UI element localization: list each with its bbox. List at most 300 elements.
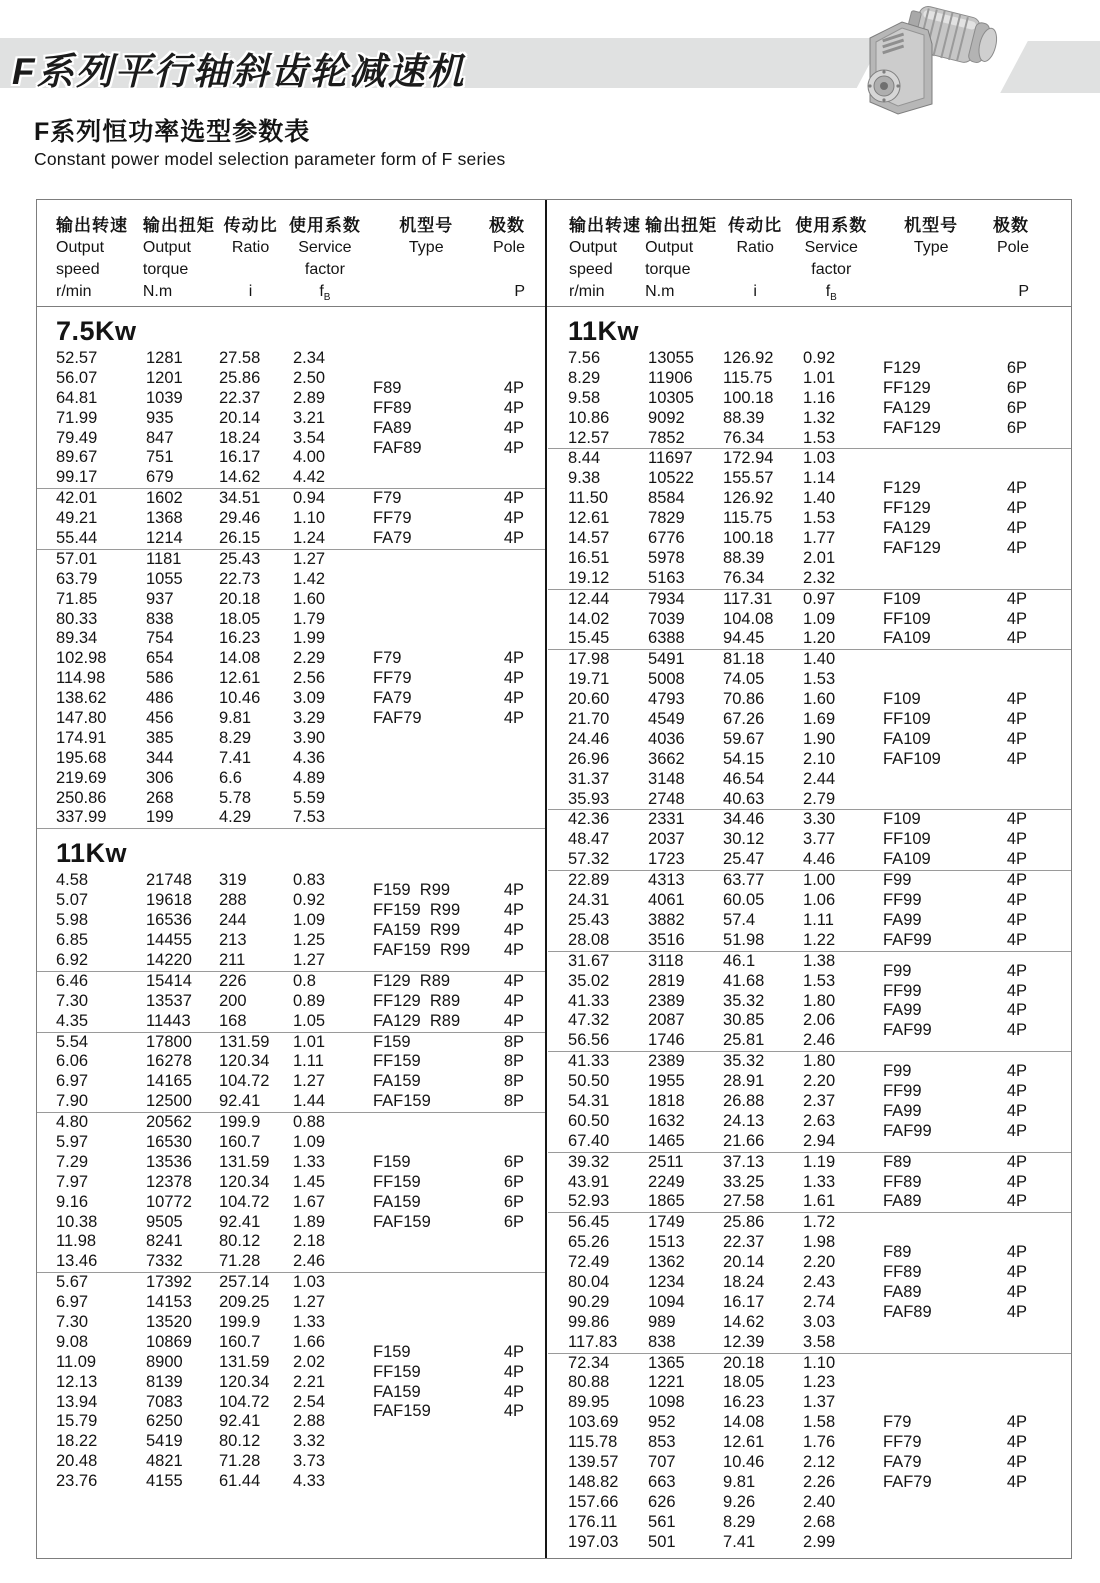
pole-cell: 4P	[1006, 629, 1027, 648]
factor-cell: 2.12	[803, 1452, 836, 1471]
ratio-cell: 8.29	[723, 1512, 756, 1531]
speed-cell: 48.47	[568, 830, 610, 849]
ratio-cell: 27.58	[723, 1192, 765, 1211]
type-row	[373, 489, 524, 509]
factor-cell: 2.68	[803, 1512, 836, 1531]
factor-cell: 3.58	[803, 1332, 836, 1351]
ratio-cell: 10.46	[723, 1452, 765, 1471]
speed-cell: 7.97	[56, 1172, 89, 1191]
torque-cell: 7039	[648, 609, 685, 628]
factor-cell: 1.66	[293, 1332, 326, 1351]
torque-cell: 1098	[648, 1393, 685, 1412]
type-row	[883, 730, 1027, 750]
speed-cell: 7.30	[56, 991, 89, 1010]
factor-cell: 4.00	[293, 448, 326, 467]
ratio-cell: 28.91	[723, 1072, 765, 1091]
table-header-left	[37, 200, 547, 306]
page-title: F系列恒功率选型参数表	[34, 118, 311, 146]
type-row	[373, 1012, 524, 1032]
pole-cell: 4P	[503, 1402, 525, 1421]
type-row	[883, 419, 1027, 439]
factor-cell: 3.03	[803, 1312, 836, 1331]
factor-cell: 1.60	[293, 589, 326, 608]
speed-cell: 57.01	[56, 549, 98, 568]
torque-cell: 1281	[146, 349, 183, 367]
ratio-group	[548, 1213, 1071, 1353]
factor-cell: 5.59	[293, 788, 326, 807]
ratio-cell: 10.46	[219, 689, 261, 708]
ratio-cell: 16.17	[723, 1292, 765, 1311]
type-cell: F129	[883, 479, 921, 498]
factor-cell: 3.90	[293, 728, 326, 747]
ratio-group	[37, 1033, 546, 1114]
ratio-cell: 8.29	[219, 728, 252, 747]
torque-cell: 9092	[648, 408, 685, 427]
torque-cell: 1055	[146, 569, 183, 588]
torque-cell: 268	[146, 788, 174, 807]
ratio-cell: 92.41	[219, 1092, 261, 1111]
torque-cell: 1181	[146, 549, 182, 568]
speed-cell: 15.45	[568, 629, 610, 648]
factor-cell: 1.38	[803, 951, 836, 970]
type-row	[883, 590, 1027, 610]
speed-cell: 18.22	[56, 1432, 98, 1451]
torque-cell: 14165	[146, 1072, 192, 1091]
torque-cell: 306	[146, 768, 174, 787]
type-cell: F79	[883, 1413, 912, 1432]
type-cell: FF99	[883, 891, 922, 910]
torque-cell: 1818	[648, 1091, 685, 1110]
torque-cell: 15414	[146, 971, 192, 990]
type-row	[373, 529, 524, 549]
type-cell: F99	[883, 871, 912, 890]
torque-cell: 14220	[146, 950, 192, 969]
pole-cell: 4P	[503, 418, 525, 437]
ratio-cell: 25.86	[723, 1213, 765, 1232]
type-row	[883, 1021, 1027, 1041]
factor-cell: 2.50	[293, 368, 326, 387]
col-header-speed: 输出转速 Output speed r/min	[56, 216, 128, 300]
factor-cell: 1.09	[293, 911, 326, 930]
ratio-cell: 21.66	[723, 1131, 765, 1150]
ratio-cell: 22.37	[723, 1233, 765, 1252]
pole-cell: 4P	[1006, 830, 1027, 849]
type-row	[373, 419, 524, 439]
torque-cell: 4821	[146, 1452, 183, 1471]
factor-cell: 1.67	[293, 1192, 326, 1211]
speed-cell: 9.58	[568, 388, 601, 407]
type-row	[373, 1343, 524, 1363]
type-row	[883, 750, 1027, 770]
torque-cell: 14455	[146, 931, 192, 950]
torque-cell: 1723	[648, 850, 685, 869]
speed-cell: 60.50	[568, 1111, 610, 1130]
type-row	[373, 1363, 524, 1383]
torque-cell: 16536	[146, 911, 192, 930]
factor-cell: 1.53	[803, 428, 836, 447]
factor-cell: 2.63	[803, 1111, 836, 1130]
speed-cell: 7.29	[56, 1152, 89, 1171]
pole-cell: 4P	[1006, 981, 1027, 1000]
factor-cell: 1.33	[803, 1172, 836, 1191]
type-cell: FF79	[373, 509, 412, 528]
speed-cell: 14.57	[568, 529, 610, 548]
torque-cell: 1865	[648, 1192, 685, 1211]
speed-cell: 4.80	[56, 1113, 89, 1132]
type-cell: FF109	[883, 710, 931, 729]
speed-cell: 138.62	[56, 689, 107, 708]
factor-cell: 1.72	[803, 1213, 836, 1232]
speed-cell: 10.86	[568, 408, 610, 427]
type-row	[373, 689, 524, 709]
pole-cell: 4P	[1006, 589, 1027, 608]
pole-cell: 8P	[503, 1072, 525, 1091]
ratio-cell: 67.26	[723, 710, 765, 729]
torque-cell: 6388	[648, 629, 685, 648]
speed-cell: 55.44	[56, 529, 98, 548]
factor-cell: 2.10	[803, 749, 836, 768]
factor-cell: 0.92	[803, 349, 836, 367]
torque-cell: 7083	[146, 1392, 183, 1411]
factor-cell: 1.05	[293, 1011, 326, 1030]
torque-cell: 8241	[146, 1232, 183, 1251]
factor-cell: 2.79	[803, 789, 836, 808]
pole-cell: 4P	[1006, 1263, 1027, 1282]
pole-cell: 4P	[503, 901, 525, 920]
ratio-cell: 20.14	[723, 1253, 765, 1272]
torque-cell: 7829	[648, 509, 685, 528]
speed-cell: 54.31	[568, 1091, 610, 1110]
speed-cell: 12.13	[56, 1372, 98, 1391]
pole-cell: 6P	[1006, 418, 1027, 437]
ratio-cell: 16.23	[219, 629, 261, 648]
type-row	[373, 1383, 524, 1403]
type-row	[883, 399, 1027, 419]
pole-cell: 4P	[1006, 1172, 1027, 1191]
ratio-cell: 14.62	[219, 468, 261, 487]
factor-cell: 0.97	[803, 589, 836, 608]
factor-cell: 3.09	[293, 689, 326, 708]
torque-cell: 679	[146, 468, 174, 487]
factor-cell: 2.20	[803, 1253, 836, 1272]
torque-cell: 5163	[648, 568, 685, 587]
type-cell: FA99	[883, 1001, 922, 1020]
type-row	[373, 1052, 524, 1072]
type-row	[373, 1402, 524, 1422]
factor-cell: 2.99	[803, 1532, 836, 1551]
type-cell: FF79	[373, 669, 412, 688]
type-row	[883, 931, 1027, 951]
power-section-heading: 11Kw	[56, 838, 128, 869]
speed-cell: 19.71	[568, 670, 610, 689]
pole-cell: 4P	[1006, 810, 1027, 829]
pole-cell: 4P	[1006, 1192, 1027, 1211]
ratio-group	[37, 1113, 546, 1273]
col-header-service-factor: 使用系数 Service factor $f_B$	[795, 216, 868, 304]
pole-cell: 6P	[1006, 378, 1027, 397]
torque-cell: 5491	[648, 650, 685, 669]
ratio-cell: 71.28	[219, 1452, 261, 1471]
type-row	[373, 509, 524, 529]
ratio-cell: 257.14	[219, 1273, 270, 1292]
type-cell: FA109	[883, 729, 931, 748]
speed-cell: 117.83	[568, 1332, 618, 1351]
factor-cell: 2.02	[293, 1352, 326, 1371]
speed-cell: 19.12	[568, 568, 610, 587]
speed-cell: 47.32	[568, 1011, 610, 1030]
type-row	[883, 962, 1027, 982]
type-cell: FAF129	[883, 538, 941, 557]
factor-cell: 1.77	[803, 529, 836, 548]
factor-cell: 1.09	[803, 609, 836, 628]
type-cell: FF159 R99	[373, 901, 461, 920]
speed-cell: 43.91	[568, 1172, 610, 1191]
speed-cell: 4.35	[56, 1011, 89, 1030]
pole-cell: 4P	[503, 438, 525, 457]
factor-cell: 2.20	[803, 1072, 836, 1091]
factor-cell: 3.30	[803, 810, 836, 829]
type-row	[883, 1433, 1027, 1453]
pole-cell: 8P	[503, 1092, 525, 1111]
factor-cell: 2.89	[293, 388, 326, 407]
torque-cell: 501	[648, 1532, 676, 1551]
factor-cell: 2.44	[803, 769, 836, 788]
speed-cell: 72.49	[568, 1253, 610, 1272]
ratio-cell: 54.15	[723, 749, 765, 768]
torque-cell: 344	[146, 748, 174, 767]
speed-cell: 13.46	[56, 1252, 98, 1271]
type-row	[883, 1243, 1027, 1263]
type-row	[883, 850, 1027, 870]
factor-cell: 1.27	[293, 1293, 326, 1312]
table-right-column	[548, 307, 1071, 1552]
speed-cell: 5.07	[56, 891, 89, 910]
factor-cell: 1.80	[803, 1052, 836, 1071]
table-header	[37, 200, 1071, 307]
speed-cell: 80.88	[568, 1373, 610, 1392]
ratio-cell: 244	[219, 911, 247, 930]
type-row	[883, 1453, 1027, 1473]
torque-cell: 1632	[648, 1111, 685, 1130]
type-row	[373, 649, 524, 669]
col-header-ratio: 传动比 Ratio i	[728, 216, 783, 300]
speed-cell: 63.79	[56, 569, 98, 588]
type-cell: FAF129	[883, 418, 941, 437]
speed-cell: 52.57	[56, 349, 98, 367]
ratio-cell: 9.81	[219, 709, 252, 728]
ratio-cell: 100.18	[723, 529, 774, 548]
speed-cell: 157.66	[568, 1492, 619, 1511]
ratio-cell: 115.75	[723, 509, 773, 528]
factor-cell: 1.32	[803, 408, 836, 427]
type-row	[883, 1122, 1027, 1142]
type-pole-block	[373, 550, 524, 828]
pole-cell: 4P	[1006, 1472, 1027, 1491]
torque-cell: 1513	[648, 1233, 685, 1252]
factor-cell: 1.24	[293, 529, 326, 548]
speed-cell: 89.95	[568, 1393, 610, 1412]
torque-cell: 1094	[648, 1292, 685, 1311]
factor-cell: 7.53	[293, 808, 326, 827]
ratio-cell: 20.18	[219, 589, 261, 608]
factor-cell: 1.69	[803, 710, 836, 729]
pole-cell: 4P	[503, 709, 525, 728]
factor-cell: 2.26	[803, 1472, 836, 1491]
speed-cell: 65.26	[568, 1233, 610, 1252]
factor-cell: 2.40	[803, 1492, 836, 1511]
torque-cell: 4155	[146, 1472, 183, 1491]
factor-cell: 1.19	[803, 1152, 836, 1171]
type-row	[373, 972, 524, 992]
torque-cell: 838	[648, 1332, 676, 1351]
ratio-group	[548, 449, 1071, 589]
speed-cell: 115.78	[568, 1433, 618, 1452]
type-cell: FF89	[883, 1263, 922, 1282]
col-header-pole: 极数 Pole P	[993, 216, 1029, 300]
torque-cell: 1746	[648, 1031, 685, 1050]
pole-cell: 4P	[1006, 961, 1027, 980]
factor-cell: 1.00	[803, 871, 836, 890]
type-cell: F89	[883, 1152, 912, 1171]
type-cell: FF129	[883, 499, 931, 518]
factor-cell: 0.83	[293, 871, 326, 890]
speed-cell: 20.48	[56, 1452, 98, 1471]
ratio-group	[548, 810, 1071, 871]
factor-cell: 2.18	[293, 1232, 326, 1251]
torque-cell: 14153	[146, 1293, 192, 1312]
ratio-cell: 25.47	[723, 850, 765, 869]
ratio-cell: 104.72	[219, 1392, 270, 1411]
factor-cell: 1.20	[803, 629, 836, 648]
torque-cell: 9505	[146, 1212, 183, 1231]
factor-cell: 2.54	[293, 1392, 326, 1411]
speed-cell: 197.03	[568, 1532, 619, 1551]
factor-cell: 1.37	[803, 1393, 836, 1412]
factor-cell: 1.09	[293, 1132, 326, 1151]
type-pole-block	[373, 972, 524, 1032]
ratio-cell: 80.12	[219, 1232, 261, 1251]
ratio-cell: 30.12	[723, 830, 765, 849]
speed-cell: 25.43	[568, 910, 610, 929]
ratio-cell: 33.25	[723, 1172, 765, 1191]
ratio-cell: 16.17	[219, 448, 261, 467]
type-row	[883, 982, 1027, 1002]
pole-cell: 6P	[1006, 398, 1027, 417]
pole-cell: 4P	[503, 689, 525, 708]
type-row	[883, 499, 1027, 519]
torque-cell: 6250	[146, 1412, 183, 1431]
ratio-cell: 16.23	[723, 1393, 765, 1412]
ratio-cell: 100.18	[723, 388, 774, 407]
ratio-group	[548, 1052, 1071, 1152]
type-cell: FF159	[373, 1172, 421, 1191]
torque-cell: 8584	[648, 489, 685, 508]
torque-cell: 937	[146, 589, 174, 608]
type-cell: FA109	[883, 850, 931, 869]
ratio-cell: 5.78	[219, 788, 252, 807]
type-row	[373, 1033, 524, 1053]
col-header-type: 机型号 Type	[399, 216, 454, 256]
pole-cell: 4P	[1006, 690, 1027, 709]
torque-cell: 8900	[146, 1352, 183, 1371]
type-row	[373, 1072, 524, 1092]
ratio-cell: 200	[219, 991, 247, 1010]
speed-cell: 21.70	[568, 710, 610, 729]
ratio-cell: 18.24	[723, 1272, 765, 1291]
ratio-group	[37, 871, 546, 971]
ratio-cell: 20.18	[723, 1353, 765, 1372]
speed-cell: 103.69	[568, 1413, 619, 1432]
torque-cell: 21748	[146, 871, 192, 890]
torque-cell: 456	[146, 709, 174, 728]
torque-cell: 5419	[146, 1432, 183, 1451]
type-pole-block	[373, 871, 524, 970]
factor-cell: 3.77	[803, 830, 836, 849]
factor-cell: 4.42	[293, 468, 326, 487]
type-cell: F159	[373, 1342, 411, 1361]
speed-cell: 99.17	[56, 468, 98, 487]
factor-cell: 1.10	[803, 1353, 836, 1372]
torque-cell: 11906	[648, 368, 693, 387]
torque-cell: 1039	[146, 388, 183, 407]
factor-cell: 0.89	[293, 991, 326, 1010]
torque-cell: 626	[648, 1492, 676, 1511]
parameter-table	[36, 199, 1072, 1559]
ratio-cell: 26.88	[723, 1091, 765, 1110]
torque-cell: 20562	[146, 1113, 192, 1132]
torque-cell: 13537	[146, 991, 192, 1010]
ratio-cell: 57.4	[723, 910, 756, 929]
pole-cell: 4P	[503, 971, 525, 990]
speed-cell: 12.57	[568, 428, 610, 447]
speed-cell: 11.98	[56, 1232, 97, 1251]
speed-cell: 148.82	[568, 1472, 619, 1491]
factor-cell: 1.40	[803, 650, 836, 669]
torque-cell: 2819	[648, 971, 685, 990]
type-row	[373, 1092, 524, 1112]
ratio-cell: 160.7	[219, 1332, 261, 1351]
type-cell: FA89	[883, 1192, 922, 1211]
ratio-cell: 211	[219, 950, 246, 969]
speed-cell: 50.50	[568, 1072, 610, 1091]
speed-cell: 147.80	[56, 709, 107, 728]
speed-cell: 6.46	[56, 971, 89, 990]
type-cell: F129	[883, 358, 921, 377]
ratio-cell: 63.77	[723, 871, 765, 890]
speed-cell: 9.16	[56, 1192, 89, 1211]
pole-cell: 8P	[503, 1052, 525, 1071]
type-cell: FA159 R99	[373, 921, 461, 940]
torque-cell: 4061	[648, 891, 685, 910]
type-row	[883, 1082, 1027, 1102]
pole-cell: 4P	[1006, 538, 1027, 557]
pole-cell: 4P	[1006, 1101, 1027, 1120]
pole-cell: 4P	[503, 940, 525, 959]
speed-cell: 42.36	[568, 810, 610, 829]
ratio-cell: 131.59	[219, 1352, 270, 1371]
pole-cell: 6P	[1006, 358, 1027, 377]
type-cell: FF129	[883, 378, 931, 397]
type-cell: FF159	[373, 1052, 421, 1071]
type-cell: F89	[373, 378, 402, 397]
speed-cell: 23.76	[56, 1472, 98, 1491]
type-pole-block	[883, 871, 1027, 951]
type-pole-block	[883, 590, 1027, 650]
type-cell: FAF159	[373, 1402, 431, 1421]
speed-cell: 31.37	[568, 769, 610, 788]
factor-cell: 1.27	[293, 950, 326, 969]
pole-cell: 4P	[503, 1382, 525, 1401]
